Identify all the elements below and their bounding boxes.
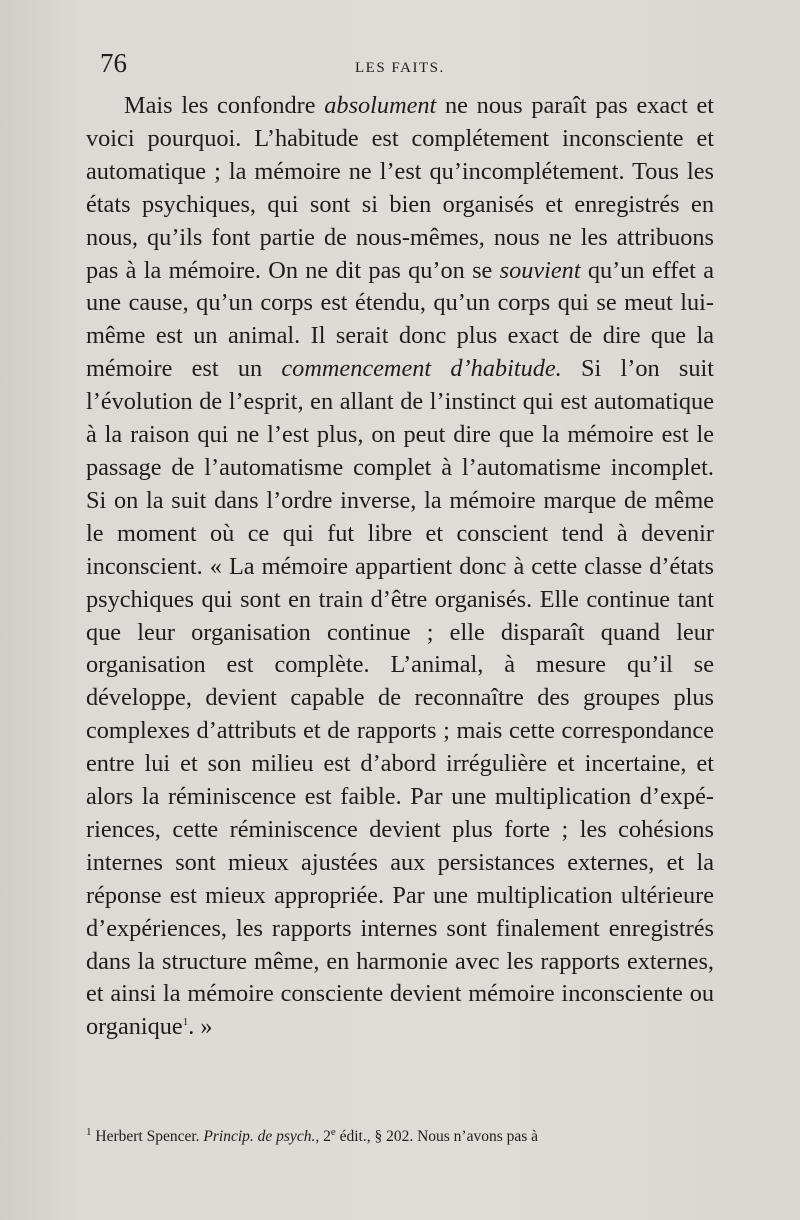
page-number: 76 <box>100 48 127 78</box>
text-segment: . » <box>188 1013 213 1041</box>
paragraph <box>86 90 714 1044</box>
footnote-edition-sup: e <box>330 1125 336 1138</box>
footnote-edition: 2 <box>319 1128 331 1145</box>
footnote-marker: 1 <box>86 1125 92 1138</box>
footnote-author: Herbert Spencer. <box>91 1128 204 1145</box>
page-header <box>0 48 800 88</box>
footnote <box>86 1127 714 1147</box>
text-segment: ne nous paraît pas exact et voici pourquoi. L’habitude est complétement inconsciente et automatique ; la mémoire ne l’est qu’incomplétement. Tous les états psychiques, qui sont si bien organisés et enregistrés en nous, qu’ils font partie de nous-mêmes, nous ne les attribuons pas à la mémoire. On ne dit pas qu’on se <box>86 92 714 284</box>
italic-segment: souvient <box>499 256 581 284</box>
text-segment: qu’un effet a une cause, qu’un corps est étendu, qu’un corps qui se meut lui-même est un animal. Il serait donc plus exact de dire que la mémoire est un <box>86 256 714 383</box>
footnote-work: Princip. de psych., <box>203 1128 320 1145</box>
body-text <box>86 90 714 1044</box>
italic-segment: commencement d’habitude. <box>281 355 562 383</box>
text-segment: Mais les confondre <box>124 92 325 119</box>
footnote-rest: édit., § 202. Nous n’avons pas à <box>335 1128 539 1145</box>
italic-segment: absolument <box>324 92 437 119</box>
footnote-reference: 1 <box>182 1016 189 1029</box>
text-segment: Si l’on suit l’évolution de l’esprit, en allant de l’instinct qui est automatique à la raison qui ne l’est plus, on peut dire que la mémoire est le passage de l’automatisme complet à l’automatisme incomplet. Si on la suit dans l’ordre inverse, la mémoire marque de même le moment où ce qui fut libre et conscient tend à devenir inconscient. « La mémoire appartient donc à cette classe d’états psychiques qui sont en train d’être organisés. Elle continue tant que leur organisation continue ; elle disparaît quand leur organisation est complète. L’animal, à mesure qu’il se développe, devient capable de reconnaître des groupes plus complexes d’attributs et de rapports ; mais cette correspondance entre lui et son milieu est d’abord irrégulière et incertaine, et alors la réminiscence est faible. Par une multiplication d’expériences, cette réminiscence devient plus forte ; les cohésions internes sont mieux ajustées aux persistances externes, et la réponse est mieux appropriée. Par une multiplication ultérieure d’expériences, les rapports internes sont finalement enregistrés dans la structure même, en harmonie avec les rapports externes, et ainsi la mémoire consciente devient mémoire inconsciente ou organique <box>86 355 715 1041</box>
running-title: LES FAITS. <box>355 60 445 76</box>
